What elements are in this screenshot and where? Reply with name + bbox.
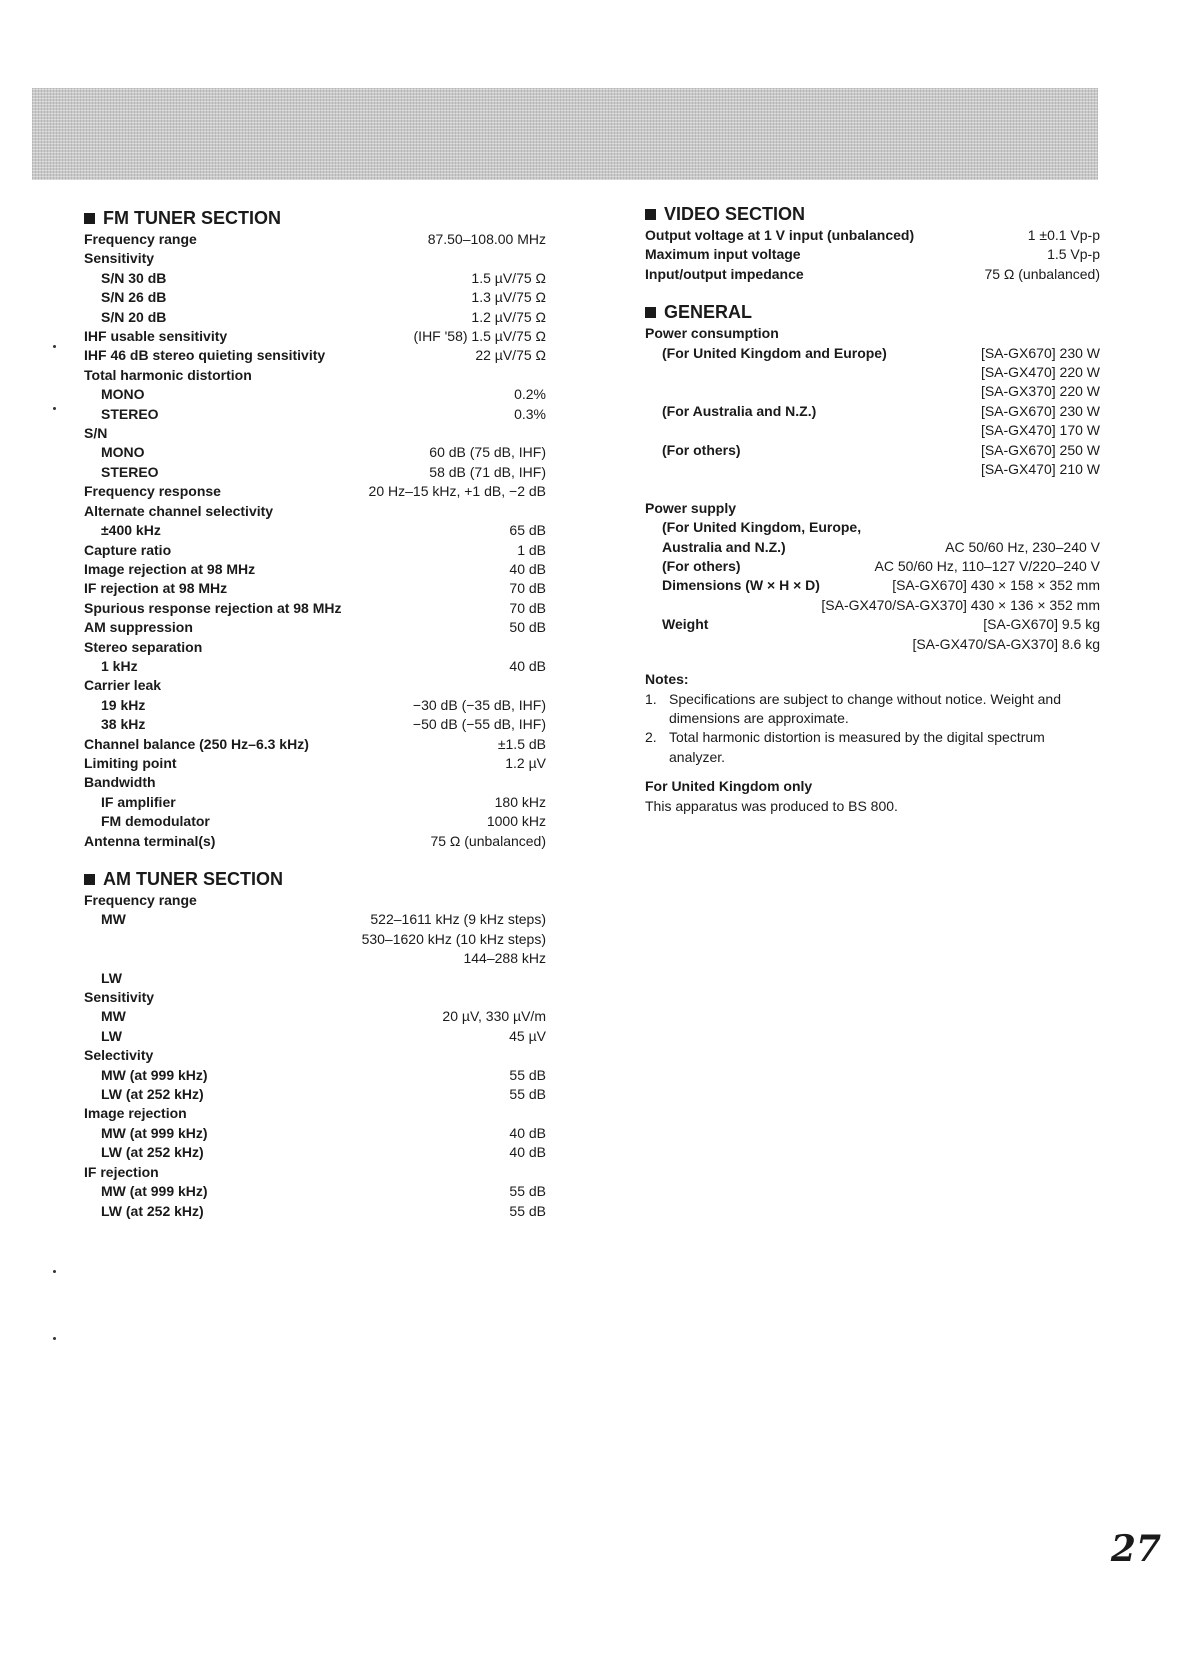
spacer <box>84 851 546 867</box>
spec-value: [SA-GX470/SA-GX370] 8.6 kg <box>912 635 1100 652</box>
spec-row <box>84 308 546 327</box>
spec-row <box>84 910 546 929</box>
spec-row <box>84 949 546 968</box>
spec-value: 40 dB <box>509 1144 546 1161</box>
spec-label: Image rejection at 98 MHz <box>84 560 256 577</box>
spec-label: Total harmonic distortion <box>84 366 252 383</box>
spec-value: [SA-GX470/SA-GX370] 430 × 136 × 352 mm <box>821 596 1100 613</box>
spec-row <box>84 1202 546 1221</box>
spec-row <box>84 1007 546 1026</box>
spec-label: LW (at 252 kHz) <box>101 1202 204 1219</box>
spec-label: LW (at 252 kHz) <box>101 1086 204 1103</box>
spec-label: Frequency range <box>84 892 197 908</box>
spec-value: 55 dB <box>509 1066 546 1083</box>
spec-label: MONO <box>101 386 145 403</box>
spec-label: (For others) <box>662 558 741 575</box>
spec-row <box>84 1124 546 1143</box>
black-square-icon <box>645 209 656 220</box>
scan-speck <box>53 345 56 348</box>
spec-label: MW <box>101 1008 126 1025</box>
spec-label: Power supply <box>645 499 737 516</box>
spec-value: [SA-GX470] 220 W <box>980 364 1100 381</box>
spec-row <box>84 715 546 734</box>
black-square-icon <box>84 874 95 885</box>
spec-row <box>84 599 546 618</box>
spec-row <box>84 560 546 579</box>
spec-label: (For Australia and N.Z.) <box>662 402 817 419</box>
spec-value: 1 ±0.1 Vp-p <box>1027 227 1100 243</box>
spec-row <box>84 443 546 462</box>
note-item <box>645 728 1100 767</box>
spec-row <box>645 245 1100 264</box>
spec-label: S/N 30 dB <box>101 269 167 286</box>
spec-row <box>84 385 546 404</box>
spec-value: 60 dB (75 dB, IHF) <box>429 444 546 461</box>
spec-label: IF rejection <box>84 1163 159 1180</box>
general-title-text: GENERAL <box>664 302 753 323</box>
right-column <box>645 202 1100 816</box>
spec-row <box>84 327 546 346</box>
spec-row <box>84 988 546 1007</box>
black-square-icon <box>84 213 95 224</box>
spec-row <box>645 402 1100 421</box>
spec-label: MW <box>101 911 126 928</box>
spec-label: ±400 kHz <box>101 522 161 539</box>
general-spec-list <box>645 324 1100 654</box>
spec-value: 180 kHz <box>494 793 546 810</box>
spec-value: ±1.5 dB <box>497 735 546 752</box>
spec-row <box>645 226 1100 245</box>
spec-label: (For others) <box>662 441 741 458</box>
spec-row <box>84 754 546 773</box>
spec-row <box>84 405 546 424</box>
spec-row <box>84 638 546 657</box>
video-title-text: VIDEO SECTION <box>664 204 806 224</box>
spec-label: Weight <box>662 616 709 633</box>
spec-label: S/N 20 dB <box>101 308 167 325</box>
spacer <box>645 284 1100 300</box>
spec-label: Image rejection <box>84 1105 187 1122</box>
scan-speck <box>53 1337 56 1340</box>
spec-row <box>84 676 546 695</box>
spec-label: Spurious response rejection at 98 MHz <box>84 599 342 616</box>
spec-row <box>84 1182 546 1201</box>
spec-row <box>84 502 546 521</box>
spec-value: 20 Hz–15 kHz, +1 dB, −2 dB <box>368 483 546 500</box>
spec-value: 0.3% <box>514 405 546 422</box>
general-section-title <box>645 300 1100 324</box>
scan-speck <box>53 1270 56 1273</box>
spec-row <box>645 479 1100 498</box>
spec-label: 19 kHz <box>101 696 146 713</box>
spec-row <box>645 576 1100 595</box>
spec-value: [SA-GX470] 210 W <box>980 461 1100 478</box>
uk-text: This apparatus was produced to BS 800. <box>645 797 898 814</box>
spec-label: Power consumption <box>645 325 779 342</box>
spec-row <box>84 288 546 307</box>
spec-value: 22 µV/75 Ω <box>475 347 546 364</box>
spec-label: AM suppression <box>84 619 193 636</box>
spec-label: 38 kHz <box>101 716 146 733</box>
spec-label: (For United Kingdom and Europe) <box>662 344 887 361</box>
spec-row <box>84 521 546 540</box>
spec-row <box>84 1046 546 1065</box>
spec-label: MW (at 999 kHz) <box>101 1066 208 1083</box>
spec-value: 530–1620 kHz (10 kHz steps) <box>361 930 546 947</box>
spec-value: AC 50/60 Hz, 110–127 V/220–240 V <box>874 558 1100 575</box>
spec-row <box>645 615 1100 634</box>
spec-row <box>84 657 546 676</box>
spec-value: [SA-GX370] 220 W <box>980 383 1100 400</box>
spec-value: 0.2% <box>514 386 546 403</box>
spec-label: MW (at 999 kHz) <box>101 1183 208 1200</box>
spec-label: Carrier leak <box>84 677 162 694</box>
spec-label: Frequency range <box>84 231 197 247</box>
spec-row <box>84 969 546 988</box>
spec-label: STEREO <box>101 405 159 422</box>
spec-row <box>84 1163 546 1182</box>
spec-value: 45 µV <box>509 1027 546 1044</box>
spec-row <box>645 538 1100 557</box>
spec-row <box>645 344 1100 363</box>
fm-spec-list <box>84 230 546 851</box>
note-text: Total harmonic distortion is measured by the digital spectrum analyzer. <box>669 729 1045 765</box>
spec-value: [SA-GX670] 230 W <box>980 402 1100 419</box>
spec-row <box>84 1066 546 1085</box>
spec-value: 55 dB <box>509 1183 546 1200</box>
spec-row <box>84 1085 546 1104</box>
spec-label: MW (at 999 kHz) <box>101 1124 208 1141</box>
spec-value: 1.2 µV/75 Ω <box>471 308 546 325</box>
spec-value: 58 dB (71 dB, IHF) <box>429 463 546 480</box>
spec-row <box>645 441 1100 460</box>
spec-value: 75 Ω (unbalanced) <box>430 832 546 849</box>
spec-label: Stereo separation <box>84 638 203 655</box>
spec-label: IF rejection at 98 MHz <box>84 580 228 597</box>
spec-label: IHF 46 dB stereo quieting sensitivity <box>84 347 326 364</box>
spec-value: (IHF '58) 1.5 µV/75 Ω <box>413 328 546 345</box>
spec-row <box>84 773 546 792</box>
spec-value: 55 dB <box>509 1086 546 1103</box>
spec-label: Alternate channel selectivity <box>84 502 274 519</box>
spec-row <box>84 735 546 754</box>
spec-value: 144–288 kHz <box>463 950 546 967</box>
spec-label: S/N <box>84 425 108 442</box>
spec-row <box>84 1143 546 1162</box>
spec-row <box>84 230 546 249</box>
note-number: 1. <box>645 690 657 707</box>
spec-row <box>645 382 1100 401</box>
spec-row <box>645 265 1100 284</box>
page-number: 27 <box>1110 1528 1161 1570</box>
spec-label: S/N 26 dB <box>101 289 167 306</box>
spec-label: Selectivity <box>84 1047 154 1064</box>
spec-row <box>84 579 546 598</box>
black-square-icon <box>645 307 656 318</box>
spec-row <box>84 618 546 637</box>
spec-value: 20 µV, 330 µV/m <box>442 1008 546 1025</box>
spacer <box>645 654 1100 670</box>
spec-value: [SA-GX670] 430 × 158 × 352 mm <box>892 577 1100 594</box>
spec-value: 55 dB <box>509 1202 546 1219</box>
spec-value: 75 Ω (unbalanced) <box>984 265 1100 282</box>
spec-row <box>84 930 546 949</box>
video-section-title <box>645 202 1100 226</box>
am-section-title <box>84 867 546 891</box>
spec-value: 40 dB <box>509 1124 546 1141</box>
spec-row <box>645 363 1100 382</box>
am-title-text: AM TUNER SECTION <box>103 869 283 889</box>
spec-label: Capture ratio <box>84 541 172 558</box>
spec-row <box>645 635 1100 654</box>
spec-value: [SA-GX670] 250 W <box>980 441 1100 458</box>
spec-row <box>645 421 1100 440</box>
spec-value: [SA-GX670] 230 W <box>980 344 1100 361</box>
spec-row <box>84 541 546 560</box>
spec-label: IHF usable sensitivity <box>84 328 228 345</box>
spec-row <box>84 696 546 715</box>
spec-row <box>84 793 546 812</box>
spec-value: 50 dB <box>509 619 546 636</box>
spec-row <box>645 460 1100 479</box>
spec-row <box>645 557 1100 576</box>
spec-label: Sensitivity <box>84 250 155 267</box>
spec-row <box>84 1027 546 1046</box>
spec-label: IF amplifier <box>101 793 176 810</box>
spec-row <box>84 482 546 501</box>
spec-label: Sensitivity <box>84 989 155 1006</box>
spec-row <box>84 463 546 482</box>
spec-row <box>84 366 546 385</box>
spec-label: Dimensions (W × H × D) <box>662 577 820 594</box>
spec-row <box>645 324 1100 343</box>
spec-row <box>84 424 546 443</box>
spec-value: 40 dB <box>509 560 546 577</box>
notes-heading: Notes: <box>645 671 689 688</box>
left-column <box>84 206 546 1221</box>
spec-value: 70 dB <box>509 580 546 597</box>
spec-value: AC 50/60 Hz, 230–240 V <box>945 538 1100 555</box>
spec-label: LW <box>101 1027 122 1044</box>
spec-label: LW <box>101 969 122 986</box>
spec-value: 40 dB <box>509 657 546 674</box>
fm-title-text: FM TUNER SECTION <box>103 208 281 228</box>
note-text: Specifications are subject to change without notice. Weight and dimensions are approximate. <box>669 690 1061 726</box>
spec-row <box>84 249 546 268</box>
spec-value: 1.2 µV <box>505 754 546 771</box>
spec-label: Input/output impedance <box>645 265 804 282</box>
spec-value: 522–1611 kHz (9 kHz steps) <box>370 911 546 928</box>
spec-row <box>645 499 1100 518</box>
spec-label: FM demodulator <box>101 813 210 830</box>
spec-value: −50 dB (−55 dB, IHF) <box>412 716 546 733</box>
am-spec-list <box>84 891 546 1221</box>
spec-row <box>84 832 546 851</box>
spec-label: Bandwidth <box>84 774 156 791</box>
spec-row <box>84 891 546 910</box>
spec-value: [SA-GX670] 9.5 kg <box>983 616 1100 633</box>
video-spec-list <box>645 226 1100 284</box>
spec-row <box>84 812 546 831</box>
uk-heading: For United Kingdom only <box>645 778 813 795</box>
spec-row <box>645 596 1100 615</box>
spec-label: Channel balance (250 Hz–6.3 kHz) <box>84 735 309 752</box>
spec-label: Frequency response <box>84 483 221 500</box>
spec-value: 1000 kHz <box>486 813 546 830</box>
spec-value: −30 dB (−35 dB, IHF) <box>412 696 546 713</box>
spec-label: (For United Kingdom, Europe, <box>662 519 862 536</box>
spec-value: 87.50–108.00 MHz <box>427 231 546 247</box>
note-item <box>645 690 1100 729</box>
spec-value: 65 dB <box>509 522 546 539</box>
spec-value: 70 dB <box>509 599 546 616</box>
spec-label: 1 kHz <box>101 657 138 674</box>
spec-label: MONO <box>101 444 145 461</box>
header-banner <box>32 88 1098 180</box>
spec-label: Australia and N.Z.) <box>662 538 786 555</box>
note-number: 2. <box>645 729 657 746</box>
spec-row <box>84 346 546 365</box>
spec-label: Antenna terminal(s) <box>84 832 216 849</box>
spec-row <box>84 1104 546 1123</box>
spacer <box>645 767 1100 777</box>
spec-row <box>84 269 546 288</box>
scan-speck <box>53 407 56 410</box>
spec-label: LW (at 252 kHz) <box>101 1144 204 1161</box>
spec-row <box>645 518 1100 537</box>
spec-value: 1.5 Vp-p <box>1047 246 1100 263</box>
spec-value: [SA-GX470] 170 W <box>980 422 1100 439</box>
spec-label: Limiting point <box>84 754 177 771</box>
spec-value: 1 dB <box>517 541 546 558</box>
spec-label: STEREO <box>101 463 159 480</box>
fm-section-title <box>84 206 546 230</box>
spec-label: Maximum input voltage <box>645 246 801 263</box>
spec-value: 1.3 µV/75 Ω <box>471 289 546 306</box>
spec-label: Output voltage at 1 V input (unbalanced) <box>645 227 915 243</box>
spec-value: 1.5 µV/75 Ω <box>471 269 546 286</box>
notes-block <box>645 670 1100 816</box>
